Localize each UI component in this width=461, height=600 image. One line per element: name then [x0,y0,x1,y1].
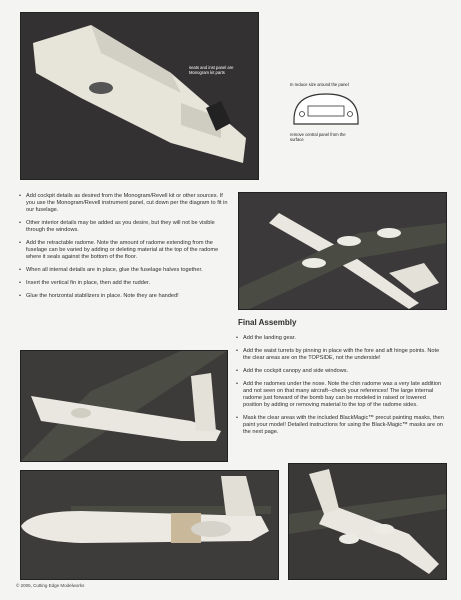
photo-fuselage-interior [20,12,259,180]
diagram-bottom-label: remove central panel from the surface [290,132,346,142]
photo-caption: seats and inst panel are Monogram kit parts [189,65,234,75]
copyright-footer: © 2005, Cutting Edge Modelworks [16,583,85,588]
final-assembly-list [235,335,445,442]
section-heading: Final Assembly [238,318,297,327]
assembly-item: • Add the radomes under the nose. Note the chin radome was a very late addition and not seen on that many aircraft--check your references! The large internal radome just forward of the bomb bay can be modeled in raised or lowered position by adding or removing material to the top of the radome sides. [235,381,445,409]
instruction-list [18,193,231,306]
instruction-item: • Other interior details may be added as you desire, but they will not be visible through the windows. [18,220,231,234]
assembly-item: • Mask the clear areas with the included BlackMagic™ precut painting masks, then paint your model! Detailed instructions for using the Black-Magic™ masks are on the next page. [235,415,445,436]
instruction-item: • Glue the horizontal stabilizers in place. Note they are handed! [18,293,231,300]
assembly-item: • Add the cockpit canopy and side windows. [235,368,445,375]
photo-underside [288,463,447,580]
diagram-top-label: In reduce size around the panel [290,82,349,87]
instruction-item: • Insert the vertical fin in place, then add the rudder. [18,280,231,287]
instrument-panel-icon [290,90,362,128]
instruction-item: • When all internal details are in place, glue the fuselage halves together. [18,267,231,274]
assembly-item: • Add the landing gear. [235,335,445,342]
photo-assembled-top [238,192,447,310]
instrument-panel-diagram [285,82,375,154]
instruction-item: • Add the retractable radome. Note the amount of radome extending from the fuselage can be varied by adding or deleting material at the top of the radome where it seals against the bottom of the floor. [18,240,231,261]
instruction-item: • Add cockpit details as desired from the Monogram/Revell kit or other sources. If you use the Monogram/Revell instrument panel, cut down per the diagram to fit in our fuselage. [18,193,231,214]
photo-side-long [20,470,279,580]
photo-side-dark-wing [20,350,228,462]
assembly-item: • Add the waist turrets by pinning in place with the fore and aft hinge points. Note the clear areas are on the TOPSIDE, not the underside! [235,348,445,362]
